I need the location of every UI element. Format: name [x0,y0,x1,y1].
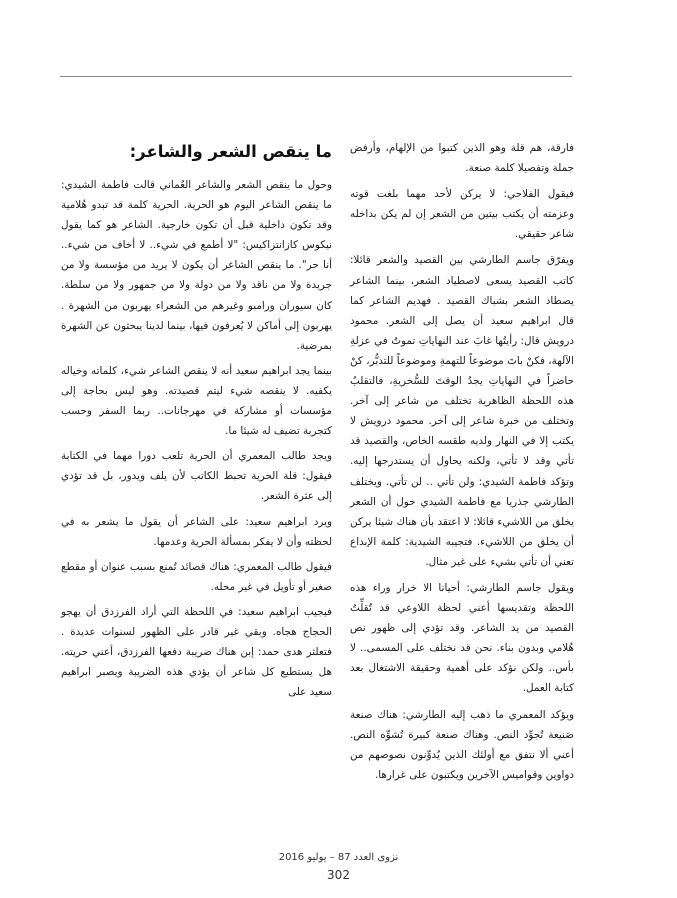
section-heading: ما ينقص الشعر والشاعر: [129,142,332,161]
paragraph: بينما يجد ابراهيم سعيد أنه لا ينقص الشاعر شيء، كلماته وخياله يكفيه. لا ينقصه شيء ليتم قصيدته. وهو ليس بحاجة إلى مؤسسات أو مشاركة في مهرجانات.. ربما السفر وحسب كتجربة تضيف له شيئا ما. [61,364,332,438]
paragraph: فيقول الفلاحي: لا يركن لأحد مهما بلغت قوته وعزمته أن يكتب بيتين من الشعر إن لم يكن بداخله شاعر حقيقي. [350,188,574,241]
left-column [61,136,332,707]
paragraph: ويجد طالب المعمري أن الحرية تلعب دورا مهما في الكتابة فيقول: قلة الحرية تحبط الكاتب لأن يلف ويدور، بل قد تؤدي إلى عثرة الشعر. [61,450,332,503]
right-column [350,138,574,791]
paragraph: فيجيب ابراهيم سعيد: في اللحظة التي أراد الفرزدق أن يهجو الحجاج هجاه. وبقي غير قادر على الظهور لسنوات عديدة . فتعلثر هدى حمد: إبن هناك ضريبة دفعها الفرزدق، أعني حريته. هل يستطيع كل شاعر أن يؤدي هذه الضريبة ويصبر ابراهيم سعيد على [61,605,332,699]
issue-label: نزوى العدد 87 – يوليو 2016 [278,852,399,863]
paragraph: ويرد ابراهيم سعيد: على الشاعر أن يقول ما يشعر به في لحظته وأن لا يفكر بمسألة الحرية وعدمها. [61,515,332,548]
paragraph: وحول ما ينقص الشعر والشاعر العُماني قالت فاطمة الشيدي: ما ينقص الشاعر اليوم هو الحرية. الحرية كلمة قد تبدو هُلامية وقد تكون داخلية قبل أن تكون خارجية. الشاعر هو كما يقول نيكوس كازانتزاكيس: "لا أطمع في شيء.. لا أخاف من شيء.. أنا حر". ما ينقص الشاعر أن يكون لا يريد من مؤسسة ولا من جريدة ولا من ناقد ولا من دولة ولا من جمهور ولا من سلطة. كان سيوران ورامبو وغيرهم من الشعراء يهربون من الشهرة . يهربون إلى أماكن لا يُعرفون فيها، بينما لدينا يبحثون عن الشهرة بمرضية. [61,179,332,352]
paragraph: ويؤكد المعمري ما ذهب إليه الطارشي: هناك صنعة صَنيعة تُجوِّد النص. وهناك صنعة كبيرة تُشوِّه النص. أعني ألا نتفق مع أولئك الذين يُدوِّنون نصوصهم من دواوين وقواميس الآخرين ويكتبون على غرارها. [350,708,574,781]
paragraph: فيقول طالب المعمري: هناك قصائد تُمنع بسبب عنوان أو مقطع صغير أو تأويل في غير محله. [61,560,332,593]
paragraph: ويفرّق جاسم الطارشي بين القصيد والشعر قائلا: كاتب القصيد يسعى لاصطياد الشعر، بينما الشاعر يصطاد الشعر بشباك القصيد . فهديم الشاعر كما قال ابراهيم سعيد أن يصل إلى الشعر. محمود درويش قال: رأيتُها غابَ عند النهاياتِ تموتُ في عزلةِ الآلهة، فكنْ باتَ موضوعاً للتهمةِ وموضوعاً للتدبُّر، كنْ حاضراً في النهاياتِ يجدُ الوقتَ للسُّخريةِ، فالتقلبُ هذه اللحظة الظاهرية تختلف من شاعر إلى آخر. وتختلف من خبرة شاعر إلى آخر. محمود درويش لا يكتب إلا في النهار ولديه طقسه الخاص، والقصيد قد تأتي وقد لا تأتي، ولكنه يحاول أن يستدرجها إليه. وتؤكد فاطمة الشيدي: ولن تأتي .. لن تأتي. ويختلف الطارشي جذريا مع فاطمة الشيدي حول أن الشعر يخلق من اللاشيء قائلا: لا اعتقد بأن هناك شيئا يركن أن يخلق من اللاشيء. فتجيبه الشيدية: كلمة الإبداع تعني أن تأتي بشيء على غير مثال. [350,254,574,568]
top-rule [60,76,572,77]
paragraph: ويقول جاسم الطارشي: أحيانا الا خرار وراء هذه اللحظة وتقديسها أعني لحظة اللاوعي قد تُقلِّتُ القصيد من يد الشاعر. وقد تؤدي إلى ظهور نص هُلامي وبدون بناء. نحن قد نختلف على المسمى.. لا بأس.. ولكن نؤكد على أهمية وحقيقة الاشتغال بعد كتابة العمل. [350,581,574,695]
page-number: 302 [327,868,350,882]
paragraph: فارقة، هم قلة وهو الذين كتبوا من الإلهام، وأرفض جملة وتفصيلا كلمة صنعة. [350,142,574,175]
